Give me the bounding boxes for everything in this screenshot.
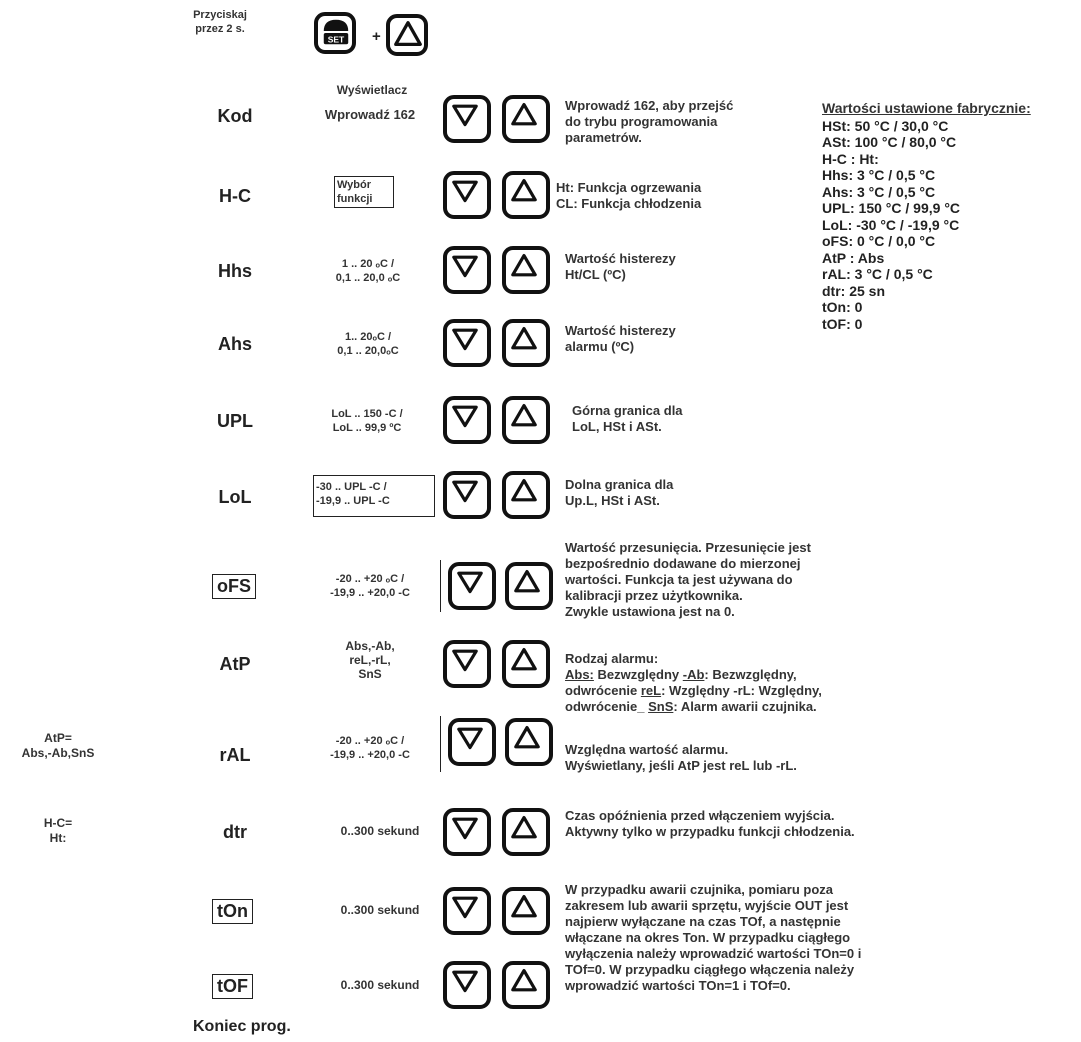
down-arrow-key-icon[interactable] <box>448 718 496 766</box>
desc-h-c: Ht: Funkcja ogrzewania CL: Funkcja chłodzenia <box>556 180 702 211</box>
desc-kod: Wprowadź 162, aby przejść do trybu programowania parametrów. <box>565 98 734 145</box>
down-arrow-key-icon[interactable] <box>443 319 491 367</box>
param-tof: tOF <box>212 974 253 999</box>
desc-hhs: Wartość histerezy Ht/CL (ºC) <box>565 251 676 282</box>
factory-line: tOF: 0 <box>822 315 863 332</box>
up-arrow-key-icon[interactable] <box>502 887 550 935</box>
set-key-icon[interactable] <box>314 12 356 54</box>
end-programming-label: Koniec prog. <box>193 1018 291 1035</box>
factory-line: UPL: 150 °C / 99,9 °C <box>822 200 961 216</box>
set-key-label: SET <box>327 34 345 45</box>
factory-line: oFS: 0 °C / 0,0 °C <box>822 233 936 249</box>
up-arrow-key-icon[interactable] <box>505 562 553 610</box>
up-arrow-key-icon[interactable] <box>502 471 550 519</box>
range-ahs: 1.. 20ₒC / 0,1 .. 20,0ₒC <box>337 331 399 357</box>
up-arrow-key-icon[interactable] <box>502 246 550 294</box>
param-ral: rAL <box>219 745 251 765</box>
range-tof: 0..300 sekund <box>340 978 420 992</box>
param-dtr: dtr <box>223 822 247 842</box>
desc-ral: Względna wartość alarmu. Wyświetlany, jeśli AtP jest reL lub -rL. <box>565 742 797 773</box>
up-arrow-key-icon[interactable] <box>502 319 550 367</box>
up-arrow-key-icon[interactable] <box>502 171 550 219</box>
range-h-c: Wybór funkcji <box>334 176 394 208</box>
up-arrow-key-icon[interactable] <box>502 808 550 856</box>
factory-line: Hhs: 3 °C / 0,5 °C <box>822 167 936 183</box>
desc-ahs: Wartość histerezy alarmu (ºC) <box>565 323 676 354</box>
up-arrow-key-icon[interactable] <box>502 640 550 688</box>
range-upl: LoL .. 150 -C / LoL .. 99,9 ºC <box>331 408 403 434</box>
factory-line: LoL: -30 °C / -19,9 °C <box>822 216 960 233</box>
desc-ofs: Wartość przesunięcia. Przesunięcie jest bezpośrednio dodawane do mierzonej wartości. Funkcja ta jest używana do kalibracji przez użytkownika. Zwykle ustawiona jest na 0. <box>565 540 811 619</box>
desc-atp: Rodzaj alarmu: Abs: Bezwzględny -Ab: Bezwzględny, odwrócenie reL: Względny -rL: Względny, odwrócenie_ SnS: Alarm awarii czujnika. <box>565 651 822 714</box>
param-upl: UPL <box>217 411 253 431</box>
side-note-hc: H-C= Ht: <box>43 816 73 845</box>
param-ofs: oFS <box>212 574 256 599</box>
range-dtr: 0..300 sekund <box>340 824 420 838</box>
factory-line: AtP : Abs <box>822 249 885 266</box>
desc-dtr: Czas opóźnienia przed włączeniem wyjścia. Aktywny tylko w przypadku funkcji chłodzenia. <box>565 808 855 839</box>
up-arrow-key-icon[interactable] <box>502 961 550 1009</box>
up-arrow-key-icon[interactable] <box>502 396 550 444</box>
display-header: Wyświetlacz <box>336 83 408 97</box>
desc-lol: Dolna granica dla Up.L, HSt i ASt. <box>565 477 674 508</box>
param-atp: AtP <box>219 654 251 674</box>
factory-title: Wartości ustawione fabrycznie: <box>822 100 1031 116</box>
plus-sign: + <box>372 28 381 45</box>
down-arrow-key-icon[interactable] <box>443 471 491 519</box>
side-note-atp: AtP= Abs,-Ab,SnS <box>21 731 95 760</box>
down-arrow-key-icon[interactable] <box>443 246 491 294</box>
down-arrow-key-icon[interactable] <box>443 808 491 856</box>
range-atp: Abs,-Ab, reL,-rL, SnS <box>345 639 395 681</box>
up-arrow-key-icon[interactable] <box>505 718 553 766</box>
down-arrow-key-icon[interactable] <box>443 95 491 143</box>
factory-defaults <box>822 100 1031 332</box>
range-ral: -20 .. +20 ₒC / -19,9 .. +20,0 -C <box>330 735 410 761</box>
factory-line: H-C : Ht: <box>822 150 879 167</box>
desc-ton: W przypadku awarii czujnika, pomiaru poza zakresem lub awarii sprzętu, wyjście OUT jest najpierw wyłączane na czas TOf, a następnie włączane na okres Ton. W przypadku ciągłego wyłączenia należy wprowadzić wartości TOn=0 i TOf=0. W przypadku ciągłego włączenia należy wprowadzić wartości TOn=1 i TOf=0. <box>565 882 862 993</box>
range-hhs: 1 .. 20 ₒC / 0,1 .. 20,0 ₒC <box>335 258 401 284</box>
factory-line: HSt: 50 °C / 30,0 °C <box>822 117 949 134</box>
factory-line: tOn: 0 <box>822 299 863 315</box>
divider <box>440 716 441 772</box>
range-lol: -30 .. UPL -C / -19,9 .. UPL -C <box>313 475 435 517</box>
factory-line: dtr: 25 sn <box>822 282 886 299</box>
param-ahs: Ahs <box>217 334 252 354</box>
factory-line: ASt: 100 °C / 80,0 °C <box>822 134 957 150</box>
down-arrow-key-icon[interactable] <box>443 887 491 935</box>
intro-instruction: Przyciskaj przez 2 s. <box>193 9 247 35</box>
down-arrow-key-icon[interactable] <box>443 961 491 1009</box>
param-kod: Kod <box>217 106 253 126</box>
range-kod: Wprowadź 162 <box>324 107 416 122</box>
param-ton: tOn <box>212 899 253 924</box>
up-arrow-key-icon[interactable] <box>386 14 428 56</box>
up-arrow-graphic <box>390 18 426 50</box>
up-arrow-key-icon[interactable] <box>502 95 550 143</box>
factory-line: Ahs: 3 °C / 0,5 °C <box>822 183 936 200</box>
desc-upl: Górna granica dla LoL, HSt i ASt. <box>572 403 683 434</box>
factory-line: rAL: 3 °C / 0,5 °C <box>822 266 933 282</box>
param-hhs: Hhs <box>217 261 252 281</box>
down-arrow-key-icon[interactable] <box>443 396 491 444</box>
down-arrow-key-icon[interactable] <box>443 640 491 688</box>
param-h-c: H-C <box>219 186 251 206</box>
set-key-graphic <box>318 16 354 48</box>
range-ofs: -20 .. +20 ₒC / -19,9 .. +20,0 -C <box>330 573 410 599</box>
range-ton: 0..300 sekund <box>340 903 420 917</box>
divider <box>440 560 441 612</box>
down-arrow-key-icon[interactable] <box>448 562 496 610</box>
down-arrow-key-icon[interactable] <box>443 171 491 219</box>
param-lol: LoL <box>218 487 252 507</box>
